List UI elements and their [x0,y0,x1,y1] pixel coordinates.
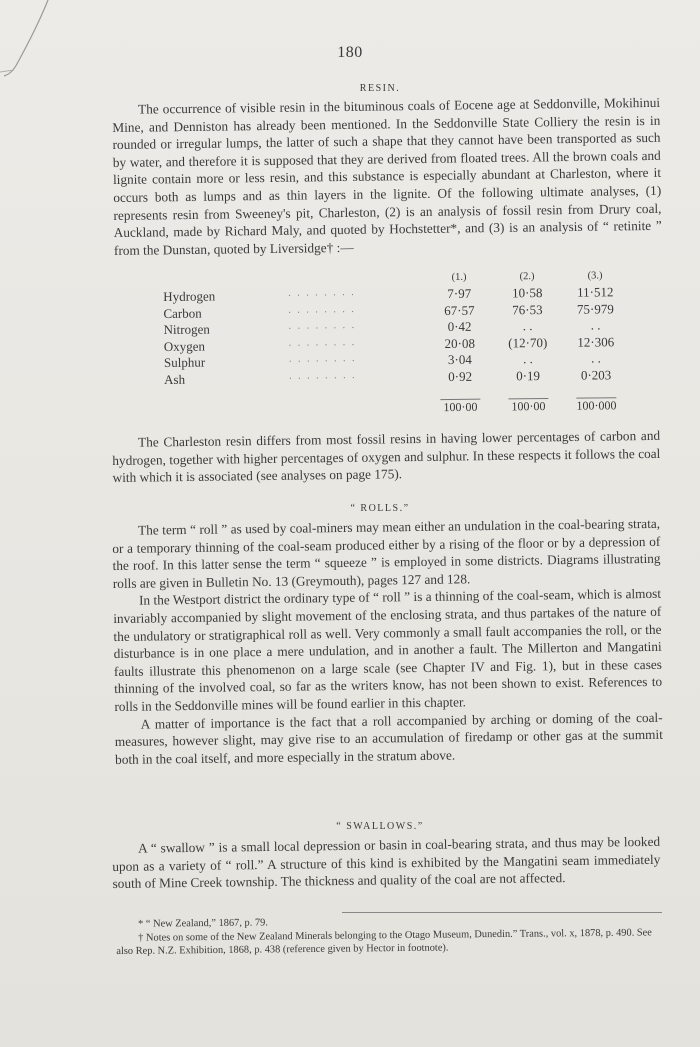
table-cell: 0·203 [580,366,612,383]
total-cell [562,383,630,414]
rolls-paragraph-text: In the Westport district the ordinary type of “ roll ” is a thinning of the coal-seam, which is almost invariably accompanied by slight movement of the enclosing strata, and thus partakes of the nature of the undulatory or stratigraphical roll as well. Very commonly a small fault accompanies the roll, or the disturbance is in one place a mere undulation, and in another a fault. The Millerton and Mangatini faults illustrate this phenomenon on a large scale (see Chapter IV and Fig. 1), but in these cases thinning of the involved coal, so far as the writers know, has not been shown to exist. References to rolls in the Seddonville mines will be found earlier in this chapter. [113,586,663,714]
column-header: (1.) [451,271,467,283]
leader-dots: . . . . . . . . [288,303,356,316]
charleston-paragraph-text: The Charleston resin differs from most fossil resins in having lower percentages of carbon and hydrogen, together with higher percentages of oxygen and sulphur. In these respects it follows the coal with which it is associated (see analyses on page 175). [112,427,661,486]
resin-analysis-table [163,267,645,419]
resin-paragraph [112,94,662,260]
table-cell: 11·512 [576,284,614,300]
element-name: Carbon [163,305,202,321]
leader-dots: . . . . . . . . [288,286,356,299]
table-cell: . . [590,350,601,366]
total-cell [426,385,494,416]
footnote: † Notes on some of the New Zealand Minerals belonging to the Otago Museum, Dunedin.” Trans., vol. x, 1878, p. 490. See also Rep. N.Z. Exhibition, 1868, p. 438 (reference given by Hector in footnote). [116,926,652,957]
table-cell: 20·08 [444,335,476,351]
leader-dots: . . . . . . . . [289,369,357,382]
table-total-row [164,383,630,418]
total-value: 100·00 [511,399,546,414]
total-value: 100·00 [443,399,478,415]
swallows-paragraph [112,833,661,893]
footnotes [116,912,662,958]
column-header: (3.) [587,270,603,282]
table-cell: 0·42 [447,318,472,335]
leader-dots: . . . . . . . . [288,319,357,332]
element-name: Ash [164,371,186,387]
table-cell: 0·92 [448,368,473,384]
section-heading-swallows: “ SWALLOWS.” [336,821,424,832]
total-cell [494,384,562,415]
table-cell: . . [522,318,533,334]
table-cell: . . [590,317,601,333]
table-cell: 0·19 [516,367,541,383]
rolls-paragraphs [112,515,663,768]
element-name: Sulphur [163,354,206,370]
charleston-paragraph [112,427,661,487]
table-cell: 76·53 [512,301,543,317]
rolls-paragraph-text: A matter of importance is the fact that a roll accompanied by arching or doming of the coal-measures, however slight, may give rise to an accumulation of firedamp or other gas at the summit both in the coal itself, and more especially in the stratum above. [114,709,663,767]
element-name: Oxygen [163,338,206,354]
rolls-paragraph-text: The term “ roll ” as used by coal-miners may mean either an undulation in the coal-bearing strata, or a temporary thinning of the coal-seam produced either by a rising of the floor or by a depression of the roof. In this latter sense the term “ squeeze ” is employed in some districts. Diagrams illustrating rolls are given in Bulletin No. 13 (Greymouth), pages 127 and 128. [112,515,661,591]
leader-dots: . . . . . . . . [288,336,357,349]
total-value: 100·000 [576,398,617,413]
table-cell: 10·58 [511,285,543,301]
section-heading-rolls: “ ROLLS.” [350,503,410,514]
element-name: Nitrogen [163,321,210,337]
table-cell: 12·306 [577,333,615,350]
table-cell: . . [522,351,533,367]
footnote: * “ New Zealand,” 1867, p. 79. [138,917,268,930]
section-heading-resin: RESIN. [359,83,401,94]
table-cell: (12·70) [508,334,548,350]
element-name: Hydrogen [163,288,216,304]
resin-paragraph-text: The occurrence of visible resin in the bituminous coals of Eocene age at Seddonville, Mokihinui Mine, and Denniston has already been mentioned. In the Seddonville State Colliery the resin is in rounded or irregular lumps, the latter of such a shape that they cannot have been transported as such by water, and therefore it is supposed that they are derived from floated trees. All the brown coals and lignite contain more or less resin, and this substance is especially abundant at Charleston, where it occurs both as lumps and as thin layers in the lignite. Of the following ultimate analyses, (1) represents resin from Sweeney's pit, Charleston, (2) is an analysis of fossil resin from Drury coal, Auckland, made by Richard Maly, and quoted by Hochstetter*, and (3) is an analysis of “ retinite ” from the Dunstan, quoted by Liversidge† :— [112,94,662,258]
column-header: (2.) [519,271,535,283]
leader-dots: . . . . . . . . [288,352,357,365]
table-cell: 3·04 [447,351,472,368]
swallows-paragraph-text: A “ swallow ” is a small local depression or basin in coal-bearing strata, and thus may be looked upon as a variety of “ roll.” A structure of this kind is exhibited by the Mangatini seam immediately south of Mine Creek township. The thickness and quality of the coal are not affected. [112,833,661,892]
table-cell: 67·57 [444,302,475,318]
table-cell: 7·97 [447,285,472,302]
page-number: 180 [337,44,363,61]
table-cell: 75·979 [576,300,614,317]
